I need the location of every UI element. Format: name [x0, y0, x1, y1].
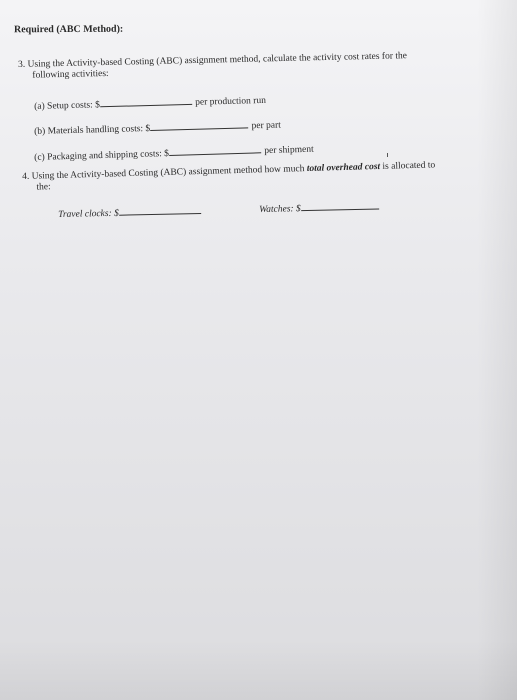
pen-mark — [387, 153, 388, 157]
question-4 — [22, 159, 436, 193]
question-4-line2: the: — [36, 182, 51, 193]
question-4-line1-end: is allocated to — [382, 160, 436, 172]
question-4-emphasis: total overhead cost — [306, 162, 381, 175]
materials-handling-blank[interactable] — [150, 118, 248, 131]
question-3a-label: (a) Setup costs: $ — [34, 100, 101, 112]
setup-cost-blank[interactable] — [100, 95, 192, 107]
watches-blank[interactable] — [301, 199, 379, 211]
question-3a — [34, 93, 266, 113]
question-3 — [18, 50, 408, 81]
watches-answer — [259, 199, 379, 216]
paper-bottom-shade — [0, 640, 517, 700]
travel-clocks-label: Travel clocks: $ — [58, 208, 119, 220]
paper-shadow — [477, 0, 517, 700]
question-3a-unit: per production run — [195, 95, 267, 108]
question-4-line1-start: Using the Activity-based Costing (ABC) assignment method how much — [31, 164, 305, 182]
question-3c-label: (c) Packaging and shipping costs: $ — [34, 148, 170, 163]
question-3b-label: (b) Materials handling costs: $ — [34, 123, 151, 137]
question-3c — [34, 142, 314, 164]
section-heading: Required (ABC Method): — [13, 23, 124, 36]
question-3b — [34, 118, 281, 138]
question-3c-unit: per shipment — [264, 144, 314, 157]
question-4-number: 4. — [22, 171, 30, 182]
packaging-shipping-blank[interactable] — [169, 143, 261, 156]
watches-label: Watches: $ — [259, 204, 301, 215]
question-3-line1: Using the Activity-based Costing (ABC) assignment method, calculate the activity cost rates for the — [27, 51, 408, 70]
question-3b-unit: per part — [251, 120, 282, 132]
question-3-line2: following activities: — [32, 68, 109, 81]
travel-clocks-answer — [58, 204, 201, 221]
question-3-number: 3. — [18, 59, 26, 70]
travel-clocks-blank[interactable] — [119, 204, 201, 216]
